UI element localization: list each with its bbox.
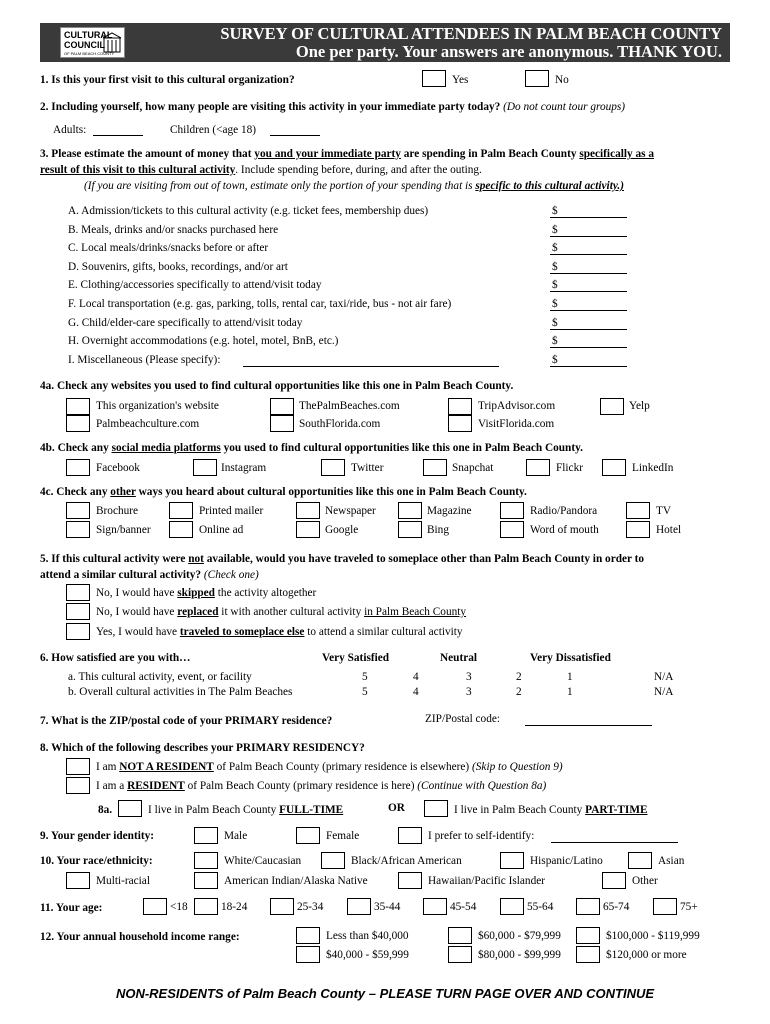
q5-o2a: No, I would have bbox=[96, 606, 178, 618]
q11-under18-checkbox[interactable] bbox=[143, 898, 167, 915]
q9-opt-male: Male bbox=[224, 830, 248, 842]
q8a-or: OR bbox=[388, 802, 405, 814]
q4c-opt-google: Google bbox=[325, 524, 359, 536]
q8a-opt-fulltime bbox=[148, 805, 343, 816]
q5-o3b: traveled to someplace else bbox=[179, 626, 305, 638]
q3-l3a: (If you are visiting from out of town, estimate only the portion of your spending that is bbox=[84, 180, 476, 192]
q11-opt-18-24: 18-24 bbox=[221, 901, 248, 913]
q10-hispanic-checkbox[interactable] bbox=[500, 852, 524, 869]
q4c-opt-signbanner: Sign/banner bbox=[96, 524, 151, 536]
q6-b-rating-5[interactable]: 5 bbox=[362, 686, 368, 698]
q2-children-input[interactable] bbox=[270, 135, 320, 136]
footer-instruction: NON-RESIDENTS of Palm Beach County – PLEASE TURN PAGE OVER AND CONTINUE bbox=[115, 986, 655, 1001]
q3-item-label: D. Souvenirs, gifts, books, recordings, and/or art bbox=[68, 261, 288, 273]
q4c-google-checkbox[interactable] bbox=[296, 521, 320, 538]
q10-multiracial-checkbox[interactable] bbox=[66, 872, 90, 889]
q8-o1a: I am bbox=[96, 761, 120, 773]
q4c-wordofmouth-checkbox[interactable] bbox=[500, 521, 524, 538]
q5-line2 bbox=[40, 570, 259, 581]
q10-opt-hispanic: Hispanic/Latino bbox=[530, 855, 603, 867]
q12-opt-80-100k: $80,000 - $99,999 bbox=[478, 949, 561, 961]
q8-o2b: RESIDENT bbox=[127, 780, 185, 792]
q3-l1b: you and your immediate party bbox=[254, 148, 401, 160]
q4c-mailer-checkbox[interactable] bbox=[169, 502, 193, 519]
survey-subtitle: One per party. Your answers are anonymous. THANK YOU. bbox=[295, 42, 722, 61]
q4a-opt-yelp: Yelp bbox=[629, 400, 650, 412]
q8-pt2: PART-TIME bbox=[585, 804, 648, 816]
q11-35-44-checkbox[interactable] bbox=[347, 898, 371, 915]
q3-misc-specify-input[interactable] bbox=[243, 366, 499, 367]
q5-opt-skipped bbox=[96, 588, 316, 599]
q4b-question bbox=[40, 443, 583, 454]
q5-o2c: it with another cultural activity bbox=[218, 606, 365, 618]
logo-line2: COUNCIL bbox=[64, 40, 105, 50]
q8-o1b: NOT A RESIDENT bbox=[119, 761, 214, 773]
q3-amount-input[interactable] bbox=[550, 291, 627, 292]
q6-a-rating-1[interactable]: 1 bbox=[567, 671, 573, 683]
q3-l1d: specifically as a bbox=[579, 148, 655, 160]
q1-yes-label: Yes bbox=[452, 74, 469, 86]
q11-45-54-checkbox[interactable] bbox=[423, 898, 447, 915]
q8a-fulltime-checkbox[interactable] bbox=[118, 800, 142, 817]
q2-question bbox=[40, 102, 625, 113]
q4a-thepalmbeaches-checkbox[interactable] bbox=[270, 398, 294, 415]
q4c-magazine-checkbox[interactable] bbox=[398, 502, 422, 519]
header-banner bbox=[40, 23, 730, 62]
q4c-opt-onlinead: Online ad bbox=[199, 524, 244, 536]
q10-opt-hawaiian: Hawaiian/Pacific Islander bbox=[428, 875, 545, 887]
q7-zip-label: ZIP/Postal code: bbox=[425, 713, 500, 725]
q11-opt-55-64: 55-64 bbox=[527, 901, 554, 913]
q5-o1b: skipped bbox=[177, 587, 215, 599]
q3-amount-input[interactable] bbox=[550, 273, 627, 274]
building-icon bbox=[103, 32, 121, 54]
q3-l2b: . Include spending before, during, and after the outing. bbox=[235, 164, 482, 176]
q2-adults-label: Adults: bbox=[53, 124, 87, 136]
q8-nonresident-checkbox[interactable] bbox=[66, 758, 90, 775]
q10-opt-white: White/Caucasian bbox=[224, 855, 302, 867]
logo-line3: OF PALM BEACH COUNTY bbox=[64, 51, 115, 56]
q5-l1a: 5. If this cultural activity were bbox=[40, 553, 189, 565]
q3-item-label: H. Overnight accommodations (e.g. hotel, motel, BnB, etc.) bbox=[68, 335, 339, 347]
q4a-tripadvisor-checkbox[interactable] bbox=[448, 398, 472, 415]
q4b-opt-snapchat: Snapchat bbox=[452, 462, 494, 474]
q6-neutral: Neutral bbox=[440, 652, 478, 664]
q12-opt-60-80k: $60,000 - $79,999 bbox=[478, 930, 561, 942]
q7-zip-input[interactable] bbox=[525, 725, 652, 726]
q12-40-60k-checkbox[interactable] bbox=[296, 946, 320, 963]
q8-o2d: (Continue with Question 8a) bbox=[417, 780, 547, 792]
q4a-label: 4a. Check any websites you used to find cultural opportunities like this one in Palm Beach County. bbox=[40, 380, 514, 392]
q5-o3c: to attend a similar cultural activity bbox=[304, 626, 463, 638]
q2-note: (Do not count tour groups) bbox=[503, 101, 626, 113]
q3-item-label: E. Clothing/accessories specifically to attend/visit today bbox=[68, 279, 322, 291]
q6-very-satisfied: Very Satisfied bbox=[322, 652, 390, 664]
q8a-opt-parttime bbox=[454, 805, 648, 816]
q5-l2a: attend a similar cultural activity? bbox=[40, 569, 204, 581]
q3-l1a: 3. Please estimate the amount of money that bbox=[40, 148, 255, 160]
q8-o1d: (Skip to Question 9) bbox=[472, 761, 563, 773]
q10-white-checkbox[interactable] bbox=[194, 852, 218, 869]
q1-no-label: No bbox=[555, 74, 569, 86]
q3-line3 bbox=[84, 181, 624, 192]
q4a-opt-palmbeachculture: Palmbeachculture.com bbox=[96, 418, 200, 430]
q5-opt-replaced bbox=[96, 607, 466, 618]
q8-ft2: FULL-TIME bbox=[279, 804, 344, 816]
survey-title: SURVEY OF CULTURAL ATTENDEES IN PALM BEACH COUNTY bbox=[220, 24, 722, 43]
q3-dollar-sign: $ bbox=[552, 298, 558, 310]
q1-no-checkbox[interactable] bbox=[525, 70, 549, 87]
q11-opt-under18: <18 bbox=[170, 901, 188, 913]
q12-opt-120kplus: $120,000 or more bbox=[606, 949, 687, 961]
q2-children-label: Children (<age 18) bbox=[170, 124, 257, 136]
q8-opt-resident bbox=[96, 781, 546, 792]
q11-25-34-checkbox[interactable] bbox=[270, 898, 294, 915]
q6-b-na[interactable]: N/A bbox=[654, 686, 674, 698]
q4c-hotel-checkbox[interactable] bbox=[626, 521, 650, 538]
q6-very-dissatisfied: Very Dissatisfied bbox=[530, 652, 611, 664]
q7-label: 7. What is the ZIP/postal code of your PRIMARY residence? bbox=[40, 715, 333, 727]
q8-ft1: I live in Palm Beach County bbox=[148, 804, 280, 816]
q11-opt-75plus: 75+ bbox=[680, 901, 698, 913]
q3-amount-input[interactable] bbox=[550, 254, 627, 255]
q11-opt-25-34: 25-34 bbox=[297, 901, 324, 913]
q5-traveled-checkbox[interactable] bbox=[66, 623, 90, 640]
q4b-l3: you used to find cultural opportunities like this one in Palm Beach County. bbox=[220, 442, 583, 454]
q4a-opt-southflorida: SouthFlorida.com bbox=[299, 418, 381, 430]
q3-amount-input[interactable] bbox=[550, 366, 627, 367]
q5-l2b: (Check one) bbox=[203, 569, 259, 581]
q11-opt-65-74: 65-74 bbox=[603, 901, 630, 913]
q12-opt-lt40k: Less than $40,000 bbox=[326, 930, 409, 942]
q6-b-rating-2[interactable]: 2 bbox=[516, 686, 522, 698]
q5-skipped-checkbox[interactable] bbox=[66, 584, 90, 601]
q12-100-120k-checkbox[interactable] bbox=[576, 927, 600, 944]
cultural-council-logo bbox=[60, 27, 125, 58]
q5-opt-traveled bbox=[96, 627, 463, 638]
q6-item-a: a. This cultural activity, event, or facility bbox=[68, 671, 252, 683]
q4b-opt-facebook: Facebook bbox=[96, 462, 140, 474]
survey-title-block bbox=[220, 25, 722, 61]
q4c-opt-bing: Bing bbox=[427, 524, 449, 536]
q12-opt-40-60k: $40,000 - $59,999 bbox=[326, 949, 409, 961]
q3-dollar-sign: $ bbox=[552, 261, 558, 273]
q4c-opt-magazine: Magazine bbox=[427, 505, 472, 517]
q8-o1c: of Palm Beach County (primary residence is elsewhere) bbox=[213, 761, 473, 773]
q3-amount-input[interactable] bbox=[550, 310, 627, 311]
q1-label: 1. Is this your first visit to this cultural organization? bbox=[40, 74, 295, 86]
q4b-flickr-checkbox[interactable] bbox=[526, 459, 550, 476]
q12-label: 12. Your annual household income range: bbox=[40, 931, 240, 943]
q11-75plus-checkbox[interactable] bbox=[653, 898, 677, 915]
q4c-brochure-checkbox[interactable] bbox=[66, 502, 90, 519]
q11-55-64-checkbox[interactable] bbox=[500, 898, 524, 915]
q5-line1 bbox=[40, 554, 644, 565]
q3-l2a: result of this visit to this cultural activity bbox=[40, 164, 236, 176]
q4c-opt-radio: Radio/Pandora bbox=[530, 505, 598, 517]
q10-asian-checkbox[interactable] bbox=[628, 852, 652, 869]
q4b-facebook-checkbox[interactable] bbox=[66, 459, 90, 476]
q12-opt-100-120k: $100,000 - $119,999 bbox=[606, 930, 700, 942]
q8-pt1: I live in Palm Beach County bbox=[454, 804, 586, 816]
q4b-opt-linkedin: LinkedIn bbox=[632, 462, 674, 474]
q6-a-rating-2[interactable]: 2 bbox=[516, 671, 522, 683]
q3-item-label: G. Child/elder-care specifically to attend/visit today bbox=[68, 317, 303, 329]
q3-dollar-sign: $ bbox=[552, 354, 558, 366]
q3-item-label: C. Local meals/drinks/snacks before or after bbox=[68, 242, 269, 254]
q8-opt-nonresident bbox=[96, 762, 563, 773]
q4c-l1: 4c. Check any bbox=[40, 486, 111, 498]
q5-o1c: the activity altogether bbox=[214, 587, 317, 599]
q9-opt-female: Female bbox=[326, 830, 360, 842]
q4a-opt-thepalmbeaches: ThePalmBeaches.com bbox=[299, 400, 400, 412]
q9-male-checkbox[interactable] bbox=[194, 827, 218, 844]
q8-resident-checkbox[interactable] bbox=[66, 777, 90, 794]
q9-selfidentify-input[interactable] bbox=[551, 842, 678, 843]
q3-item-label: I. Miscellaneous (Please specify): bbox=[68, 354, 221, 366]
q10-black-checkbox[interactable] bbox=[321, 852, 345, 869]
q10-opt-other: Other bbox=[632, 875, 658, 887]
q8-o2a: I am a bbox=[96, 780, 128, 792]
q11-65-74-checkbox[interactable] bbox=[576, 898, 600, 915]
q3-dollar-sign: $ bbox=[552, 224, 558, 236]
q3-line2 bbox=[40, 165, 482, 176]
q4a-opt-org-website: This organization's website bbox=[96, 400, 219, 412]
q4c-opt-hotel: Hotel bbox=[656, 524, 682, 536]
q4c-opt-tv: TV bbox=[656, 505, 672, 517]
q10-americanindian-checkbox[interactable] bbox=[194, 872, 218, 889]
q5-o2d: in Palm Beach County bbox=[364, 606, 467, 618]
q3-dollar-sign: $ bbox=[552, 205, 558, 217]
q11-label: 11. Your age: bbox=[40, 902, 103, 914]
q4a-southflorida-checkbox[interactable] bbox=[270, 415, 294, 432]
q6-item-b: b. Overall cultural activities in The Palm Beaches bbox=[68, 686, 293, 698]
q5-l1c: available, would you have traveled to someplace other than Palm Beach County in order to bbox=[203, 553, 645, 565]
q11-opt-45-54: 45-54 bbox=[450, 901, 477, 913]
q12-80-100k-checkbox[interactable] bbox=[448, 946, 472, 963]
q4b-opt-instagram: Instagram bbox=[221, 462, 267, 474]
q10-hawaiian-checkbox[interactable] bbox=[398, 872, 422, 889]
q6-b-rating-4[interactable]: 4 bbox=[413, 686, 419, 698]
q3-item-label: A. Admission/tickets to this cultural activity (e.g. ticket fees, membership dues) bbox=[68, 205, 429, 217]
q8a-label: 8a. bbox=[98, 804, 113, 816]
q5-o1a: No, I would have bbox=[96, 587, 178, 599]
q8-label: 8. Which of the following describes your PRIMARY RESIDENCY? bbox=[40, 742, 365, 754]
q3-amount-input[interactable] bbox=[550, 236, 627, 237]
q10-other-checkbox[interactable] bbox=[602, 872, 626, 889]
q10-opt-black: Black/African American bbox=[351, 855, 462, 867]
q3-amount-input[interactable] bbox=[550, 329, 627, 330]
q3-l3b: specific to this cultural activity.) bbox=[475, 180, 625, 192]
q4b-instagram-checkbox[interactable] bbox=[193, 459, 217, 476]
q4c-opt-wordofmouth: Word of mouth bbox=[530, 524, 599, 536]
q4c-onlinead-checkbox[interactable] bbox=[169, 521, 193, 538]
q6-a-rating-4[interactable]: 4 bbox=[413, 671, 419, 683]
q1-yes-checkbox[interactable] bbox=[422, 70, 446, 87]
q4c-tv-checkbox[interactable] bbox=[626, 502, 650, 519]
q6-a-na[interactable]: N/A bbox=[654, 671, 674, 683]
q4c-l3: ways you heard about cultural opportunities like this one in Palm Beach County. bbox=[135, 486, 527, 498]
q4c-bing-checkbox[interactable] bbox=[398, 521, 422, 538]
logo-line1: CULTURAL bbox=[64, 30, 113, 40]
q2-label: 2. Including yourself, how many people are visiting this activity in your immediate party today? bbox=[40, 101, 501, 113]
q3-line1 bbox=[40, 149, 654, 160]
q3-dollar-sign: $ bbox=[552, 279, 558, 291]
q4c-question bbox=[40, 487, 527, 498]
q5-o2b: replaced bbox=[177, 606, 219, 618]
q4c-l2: other bbox=[110, 486, 136, 498]
q10-label: 10. Your race/ethnicity: bbox=[40, 855, 153, 867]
q3-dollar-sign: $ bbox=[552, 317, 558, 329]
q4b-twitter-checkbox[interactable] bbox=[321, 459, 345, 476]
q5-l1b: not bbox=[188, 553, 204, 565]
q3-amount-input[interactable] bbox=[550, 217, 627, 218]
q5-replaced-checkbox[interactable] bbox=[66, 603, 90, 620]
q12-lt40k-checkbox[interactable] bbox=[296, 927, 320, 944]
q9-label: 9. Your gender identity: bbox=[40, 830, 155, 842]
q4a-org-website-checkbox[interactable] bbox=[66, 398, 90, 415]
q8-o2c: of Palm Beach County (primary residence is here) bbox=[184, 780, 418, 792]
q4b-snapchat-checkbox[interactable] bbox=[423, 459, 447, 476]
q12-60-80k-checkbox[interactable] bbox=[448, 927, 472, 944]
q4a-palmbeachculture-checkbox[interactable] bbox=[66, 415, 90, 432]
q4a-opt-visitflorida: VisitFlorida.com bbox=[478, 418, 555, 430]
q11-18-24-checkbox[interactable] bbox=[194, 898, 218, 915]
q10-opt-asian: Asian bbox=[658, 855, 685, 867]
q4b-opt-flickr: Flickr bbox=[556, 462, 583, 474]
q4c-signbanner-checkbox[interactable] bbox=[66, 521, 90, 538]
q3-item-label: B. Meals, drinks and/or snacks purchased here bbox=[68, 224, 279, 236]
q3-dollar-sign: $ bbox=[552, 335, 558, 347]
q11-opt-35-44: 35-44 bbox=[374, 901, 401, 913]
q3-item-label: F. Local transportation (e.g. gas, parking, tolls, rental car, taxi/ride, bus - not air fare) bbox=[68, 298, 452, 310]
q8a-parttime-checkbox[interactable] bbox=[424, 800, 448, 817]
q9-female-checkbox[interactable] bbox=[296, 827, 320, 844]
q9-selfidentify-checkbox[interactable] bbox=[398, 827, 422, 844]
q9-opt-selfidentify: I prefer to self-identify: bbox=[428, 830, 535, 842]
q6-b-rating-3[interactable]: 3 bbox=[466, 686, 472, 698]
q4c-opt-newspaper: Newspaper bbox=[325, 505, 376, 517]
q4c-opt-mailer: Printed mailer bbox=[199, 505, 264, 517]
q3-amount-input[interactable] bbox=[550, 347, 627, 348]
q10-opt-americanindian: American Indian/Alaska Native bbox=[224, 875, 368, 887]
q4b-opt-twitter: Twitter bbox=[351, 462, 384, 474]
q2-adults-input[interactable] bbox=[93, 135, 143, 136]
q6-b-rating-1[interactable]: 1 bbox=[567, 686, 573, 698]
q4b-linkedin-checkbox[interactable] bbox=[602, 459, 626, 476]
q3-dollar-sign: $ bbox=[552, 242, 558, 254]
q6-label: 6. How satisfied are you with… bbox=[40, 652, 191, 664]
q4c-opt-brochure: Brochure bbox=[96, 505, 139, 517]
q4b-l1: 4b. Check any bbox=[40, 442, 112, 454]
q5-o3a: Yes, I would have bbox=[96, 626, 180, 638]
q4a-visitflorida-checkbox[interactable] bbox=[448, 415, 472, 432]
q4a-opt-tripadvisor: TripAdvisor.com bbox=[478, 400, 556, 412]
q4c-radio-checkbox[interactable] bbox=[500, 502, 524, 519]
q4a-yelp-checkbox[interactable] bbox=[600, 398, 624, 415]
q6-a-rating-3[interactable]: 3 bbox=[466, 671, 472, 683]
q4b-l2: social media platforms bbox=[111, 442, 221, 454]
q4c-newspaper-checkbox[interactable] bbox=[296, 502, 320, 519]
q3-l1c: are spending in Palm Beach County bbox=[400, 148, 580, 160]
q12-120kplus-checkbox[interactable] bbox=[576, 946, 600, 963]
q10-opt-multiracial: Multi-racial bbox=[96, 875, 150, 887]
q6-a-rating-5[interactable]: 5 bbox=[362, 671, 368, 683]
